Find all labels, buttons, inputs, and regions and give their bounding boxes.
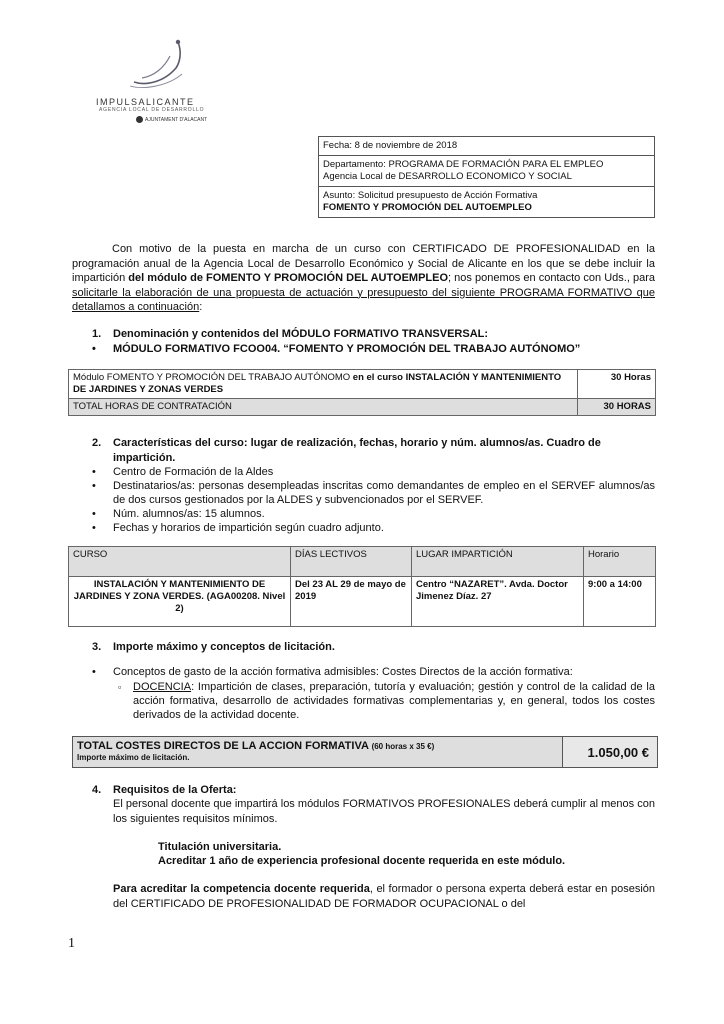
logo-subtitle: AGENCIA LOCAL DE DESARROLLO <box>99 107 205 113</box>
section-4-title: Requisitos de la Oferta: <box>113 784 237 796</box>
cell-dias: Del 23 AL 29 de mayo de 2019 <box>291 577 412 627</box>
intro-paragraph: Con motivo de la puesta en marcha de un curso con CERTIFICADO DE PROFESIONALIDAD en la programación anual de la Agencia Local de Desarrollo Económico y Social de Alicante en los que se debe incluir la impartición del módulo de FOMENTO Y PROMOCIÓN DEL AUTOEMPLEO; nos ponemos en contacto con Uds., para solicitarle la elaboración de una propuesta de actuación y presupuesto del siguiente PROGRAMA FORMATIVO que detallamos a continuación: <box>72 243 656 313</box>
impulsalicante-logo <box>96 38 206 113</box>
col-header-horario: Horario <box>584 547 656 577</box>
city-seal <box>136 116 207 123</box>
module-cell: Módulo FOMENTO Y PROMOCIÓN DEL TRABAJO AUTÓNOMO en el curso INSTALACIÓN Y MANTENIMIENTO DE JARDINES Y ZONAS VERDES <box>69 370 578 399</box>
section-3-title: Importe máximo y conceptos de licitación. <box>113 641 335 653</box>
col-header-curso: CURSO <box>69 547 291 577</box>
asunto: Asunto: Solicitud presupuesto de Acción Formativa FOMENTO Y PROMOCIÓN DEL AUTOEMPLEO <box>319 187 655 218</box>
section-3-bullet: Conceptos de gasto de la acción formativa admisibles: Costes Directos de la acción formativa: <box>113 666 573 678</box>
requirement-experiencia: Acreditar 1 año de experiencia profesional docente requerida en este módulo. <box>158 855 566 867</box>
cost-detail: (60 horas x 35 €) <box>371 742 435 751</box>
seal-icon <box>136 116 143 123</box>
module-hours: 30 Horas <box>578 370 656 399</box>
course-table <box>68 546 656 627</box>
section-3-number: 3. <box>92 641 102 653</box>
cell-horario: 9:00 a 14:00 <box>584 577 656 627</box>
section-1-number: 1. <box>92 328 102 340</box>
cost-box <box>72 736 658 768</box>
section-2-number: 2. <box>92 437 102 449</box>
section-2-item-fechas: Fechas y horarios de impartición según cuadro adjunto. <box>113 522 384 534</box>
logo-name: IMPULSALICANTE <box>96 97 195 107</box>
section-1-title: Denominación y contenidos del MÓDULO FORMATIVO TRANSVERSAL: <box>113 328 489 340</box>
section-2-item-destinatarios: Destinatarios/as: personas desempleadas inscritas como demandantes de empleo en el SERVEF alumnos/as de dos cursos gestionados por la ALDES y subvencionados por el SERVEF. <box>113 480 655 506</box>
cost-amount: 1.050,00 € <box>563 737 657 767</box>
requirement-titulacion: Titulación universitaria. <box>158 841 282 853</box>
fecha: Fecha: 8 de noviembre de 2018 <box>319 137 655 156</box>
col-header-lugar: LUGAR IMPARTICIÓN <box>412 547 584 577</box>
docencia-item: DOCENCIA: Impartición de clases, preparación, tutoría y evaluación; gestión y control de la calidad de la acción formativa, desarrollo de actividades formativas complementarias y, en general, todos los costes derivados de la actividad docente. <box>133 681 655 721</box>
competencia-paragraph: Para acreditar la competencia docente requerida, el formador o persona experta deberá estar en posesión del CERTIFICADO DE PROFESIONALIDAD DE FORMADOR OCUPACIONAL o del <box>113 883 655 910</box>
page-number: 1 <box>68 936 75 951</box>
departamento: Departamento: PROGRAMA DE FORMACIÓN PARA EL EMPLEO Agencia Local de DESARROLLO ECONOMICO Y SOCIAL <box>319 156 655 187</box>
section-2-title: Características del curso: lugar de realización, fechas, horario y núm. alumnos/as. Cuadro de impartición. <box>113 437 601 464</box>
cell-lugar: Centro “NAZARET”. Avda. Doctor Jimenez Díaz. 27 <box>412 577 584 627</box>
seal-text: AJUNTAMENT D'ALACANT <box>145 116 208 123</box>
hours-table <box>68 369 656 416</box>
section-1-bullet: MÓDULO FORMATIVO FCOO04. “FOMENTO Y PROMOCIÓN DEL TRABAJO AUTÓNOMO” <box>113 343 581 355</box>
cost-sublabel: Importe máximo de licitación. <box>77 753 190 762</box>
sub-bullet-mark: ▫ <box>118 682 122 692</box>
section-1-bullet-mark: • <box>92 343 96 355</box>
cell-curso: INSTALACIÓN Y MANTENIMIENTO DE JARDINES Y ZONA VERDES. (AGA00208. Nivel 2) <box>69 577 291 627</box>
cost-label: TOTAL COSTES DIRECTOS DE LA ACCION FORMATIVA <box>77 740 372 752</box>
total-hours-value: 30 HORAS <box>578 399 656 416</box>
col-header-dias: DÍAS LECTIVOS <box>291 547 412 577</box>
section-4-number: 4. <box>92 784 102 796</box>
swimmer-logo-icon <box>124 38 188 90</box>
section-2-item-centro: Centro de Formación de la Aldes <box>113 466 274 478</box>
total-hours-label: TOTAL HORAS DE CONTRATACIÓN <box>69 399 578 416</box>
section-2-item-alumnos: Núm. alumnos/as: 15 alumnos. <box>113 508 265 520</box>
header-box <box>318 136 655 218</box>
section-4-text: El personal docente que impartirá los módulos FORMATIVOS PROFESIONALES deberá cumplir al menos con los siguientes requisitos mínimos. <box>113 798 655 825</box>
